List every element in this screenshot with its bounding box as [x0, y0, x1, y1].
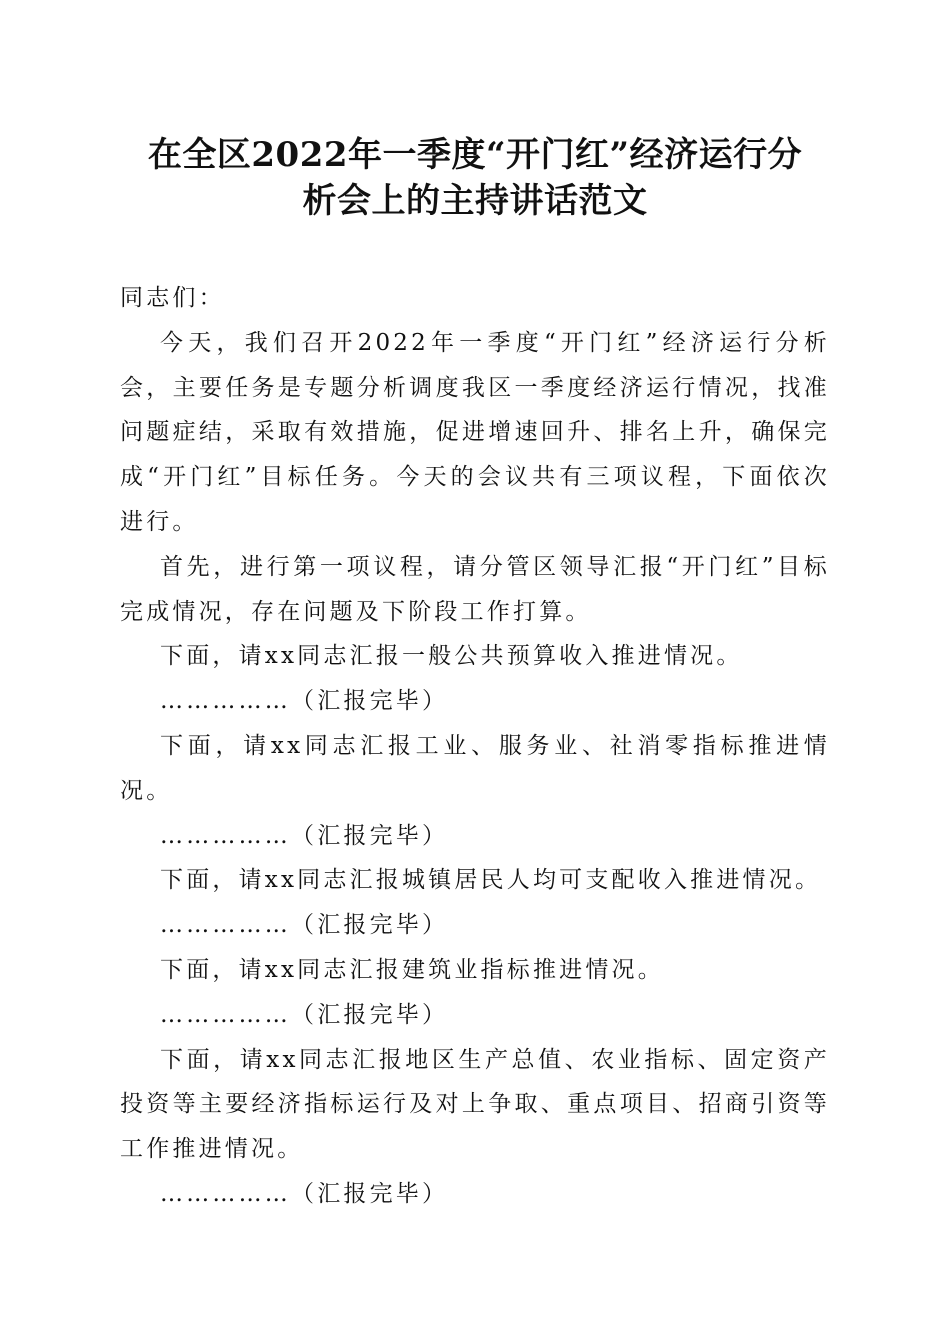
paragraph-report-4: 下面，请xx同志汇报建筑业指标推进情况。	[160, 956, 664, 983]
salutation: 同志们：	[120, 285, 225, 311]
report-done-2: ……………（汇报完毕）	[160, 822, 449, 849]
title-line-1: 在全区2022年一季度“开门红”经济运行分	[147, 135, 803, 175]
title-line-2: 析会上的主持讲话范文	[302, 181, 648, 221]
report-done-4: ……………（汇报完毕）	[160, 1001, 449, 1028]
document-title	[110, 132, 840, 224]
document-body	[120, 276, 830, 1217]
paragraph-intro: 今天，我们召开2022年一季度“开门红”经济运行分析会，主要任务是专题分析调度我区一季度经济运行情况，找准问题症结，采取有效措施，促进增速回升、排名上升，确保完成“开门红”目标任务。今天的会议共有三项议程，下面依次进行。	[120, 329, 830, 535]
report-done-5: ……………（汇报完毕）	[160, 1180, 449, 1207]
paragraph-report-3: 下面，请xx同志汇报城镇居民人均可支配收入推进情况。	[160, 867, 822, 894]
paragraph-report-2: 下面，请xx同志汇报工业、服务业、社消零指标推进情况。	[120, 732, 830, 804]
paragraph-report-1: 下面，请xx同志汇报一般公共预算收入推进情况。	[160, 643, 743, 670]
report-done-3: ……………（汇报完毕）	[160, 912, 449, 939]
paragraph-agenda-1: 首先，进行第一项议程，请分管区领导汇报“开门红”目标完成情况，存在问题及下阶段工作打算。	[120, 553, 830, 625]
paragraph-report-5: 下面，请xx同志汇报地区生产总值、农业指标、固定资产投资等主要经济指标运行及对上争取、重点项目、招商引资等工作推进情况。	[120, 1046, 830, 1163]
report-done-1: ……………（汇报完毕）	[160, 688, 449, 715]
